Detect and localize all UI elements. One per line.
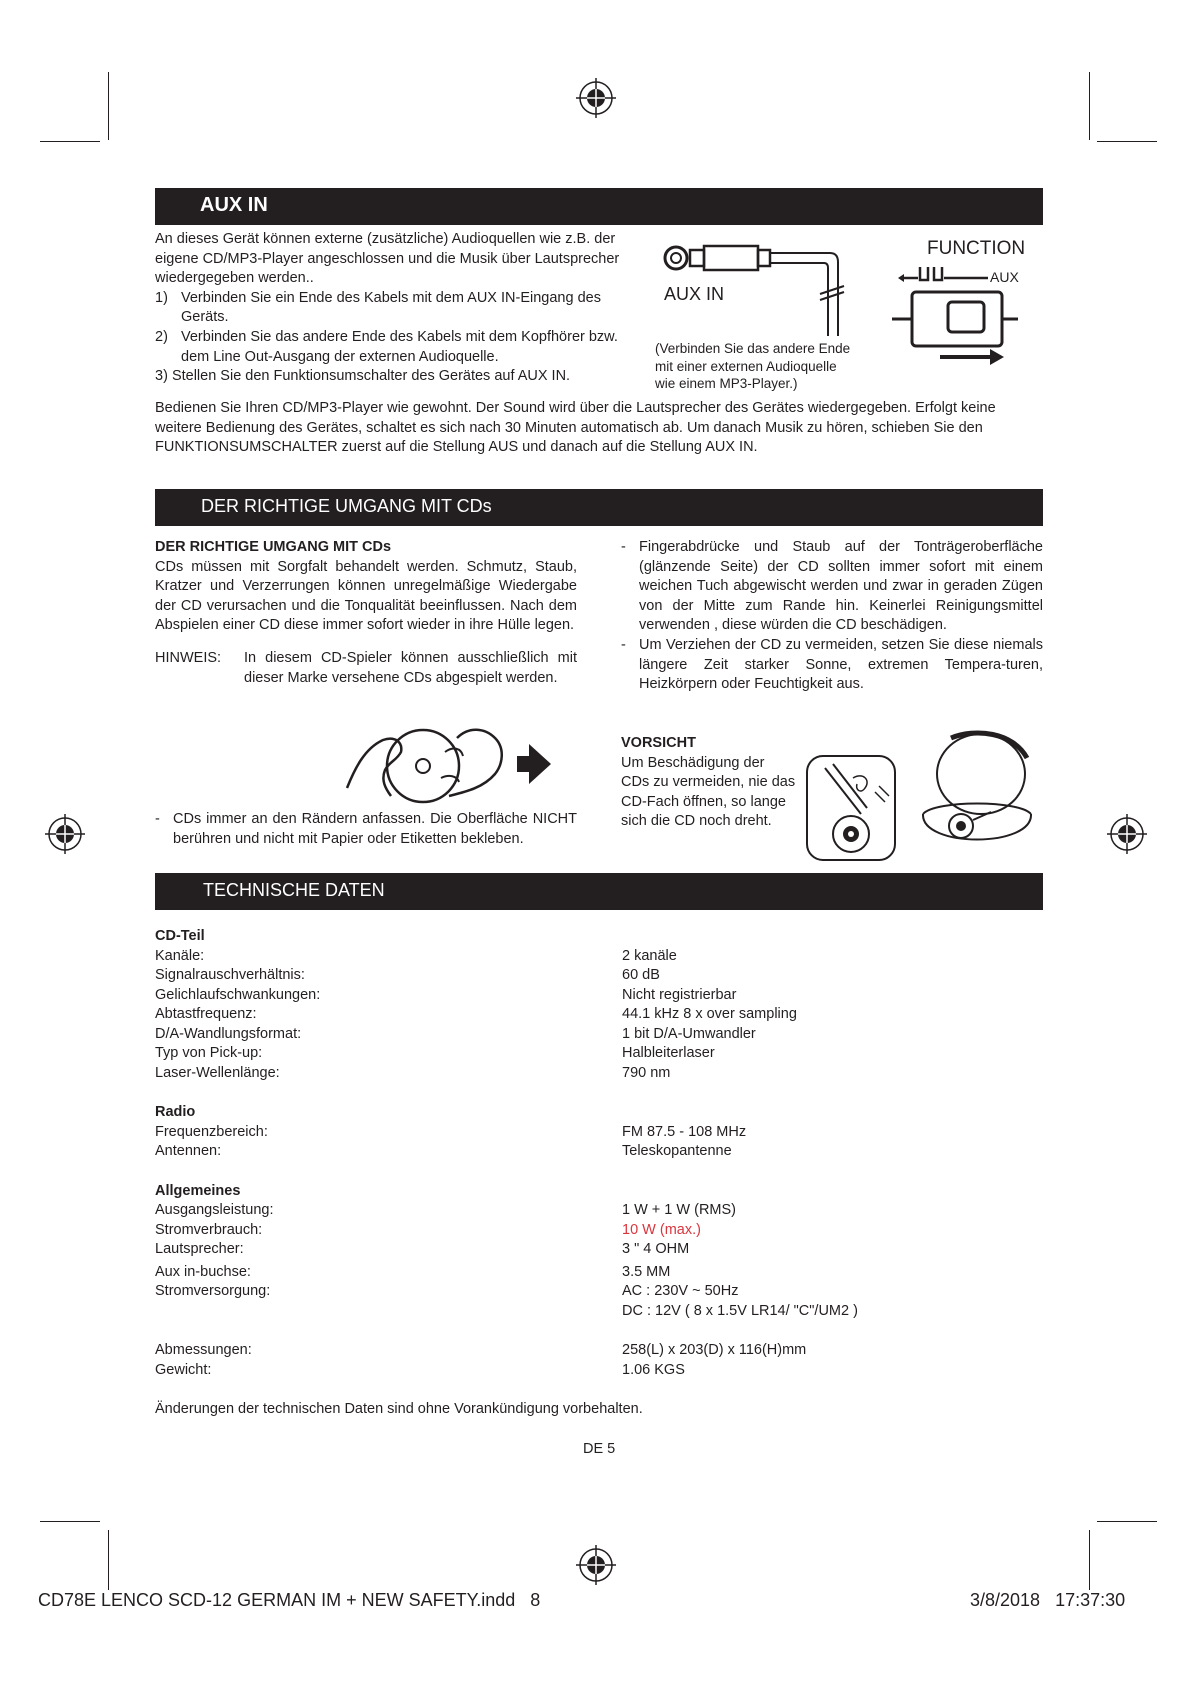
bullet-dash: - xyxy=(155,811,160,827)
caution-title: VORSICHT xyxy=(621,735,696,751)
aux-intro: An dieses Gerät können externe (zusätzliche) Audioquellen wie z.B. der eigene CD/MP3-Player angeschlossen und die Musik über Lautsprecher wiedergegeben werden.. xyxy=(155,231,620,287)
aux-in-label: AUX IN xyxy=(664,284,725,304)
section-title: TECHNISCHE DATEN xyxy=(203,880,385,900)
bullet-text: Um Verziehen der CD zu vermeiden, setzen Sie diese niemals längere Zeit starker Sonne, extremen Tempera-turen, Heizkörpern oder Feuchtigkeit aus. xyxy=(639,636,1043,693)
cd-handling-illustration xyxy=(345,718,555,806)
crop-mark xyxy=(1097,141,1157,142)
step-text: Stellen Sie den Funktionsumschalter des Gerätes auf AUX IN. xyxy=(171,368,571,385)
spec-value: 3.5 MM xyxy=(622,1264,671,1280)
spec-value: 44.1 kHz 8 x over sampling xyxy=(622,1006,797,1022)
spec-value: 2 kanäle xyxy=(622,948,677,964)
crop-mark xyxy=(1089,72,1090,140)
bullet-dash: - xyxy=(621,636,626,653)
aux-step xyxy=(155,367,645,387)
spec-value: FM 87.5 - 108 MHz xyxy=(622,1124,747,1140)
function-aux-small-label: AUX xyxy=(990,269,1019,285)
tech-note: Änderungen der technischen Daten sind ohne Vorankündigung vorbehalten. xyxy=(155,1401,643,1417)
bullet-text: CDs immer an den Rändern anfassen. Die Oberfläche NICHT berühren und nicht mit Papier oder Etiketten bekleben. xyxy=(173,811,577,847)
aux-body-text: Bedienen Sie Ihren CD/MP3-Player wie gewohnt. Der Sound wird über die Lautsprecher des Gerätes wiedergegeben. Erfolgt keine weitere Bedienung des Gerätes, schaltet es sich nach 30 Minuten automatisch ab. Um danach Musik zu hören, schieben Sie den FUNKTIONSUMSCHALTER zuerst auf die Stellung AUS und danach auf die Stellung AUX IN. xyxy=(155,400,996,456)
function-label: FUNCTION xyxy=(927,238,1026,259)
spec-label: Laser-Wellenlänge: xyxy=(155,1065,280,1081)
caption-line: mit einer externen Audioquelle xyxy=(655,358,837,374)
spec-group-title: CD-Teil xyxy=(155,928,205,944)
spec-value-highlight: 10 W (max.) xyxy=(622,1222,701,1238)
spec-value: 1 W + 1 W (RMS) xyxy=(622,1202,736,1218)
registration-mark-icon xyxy=(576,78,616,118)
spec-value: DC : 12V ( 8 x 1.5V LR14/ "C"/UM2 ) xyxy=(622,1303,858,1319)
step-number: 2) xyxy=(155,328,168,345)
spec-label: Gelichlaufschwankungen: xyxy=(155,987,321,1003)
spec-value: 1 bit D/A-Umwandler xyxy=(622,1026,756,1042)
print-file-info: CD78E LENCO SCD-12 GERMAN IM + NEW SAFETY.indd 8 xyxy=(38,1590,541,1610)
spec-value: 258(L) x 203(D) x 116(H)mm xyxy=(622,1342,807,1358)
section-title: DER RICHTIGE UMGANG MIT CDs xyxy=(201,496,492,516)
step-text: Verbinden Sie das andere Ende des Kabels mit dem Kopfhörer bzw. dem Line Out-Ausgang der externen Audioquelle. xyxy=(181,328,618,365)
caption-line: (Verbinden Sie das andere Ende xyxy=(655,341,851,356)
bullet-text: Fingerabdrücke und Staub auf der Tonträgeroberfläche (glänzende Seite) der CD sollten immer sofort mit einem weichen Tuch abgewischt werden und zwar in geraden Zügen von der Mitte zum Rande hin. Keinerlei Reinigungsmittel verwenden , diese würden die CD beschädigen. xyxy=(639,539,1043,634)
spec-label: Typ von Pick-up: xyxy=(155,1045,263,1061)
spec-label: Aux in-buchse: xyxy=(155,1264,251,1280)
spec-label: Lautsprecher: xyxy=(155,1241,244,1257)
section-title: AUX IN xyxy=(200,194,268,216)
spec-label: Gewicht: xyxy=(155,1362,212,1378)
cd-care-bullet xyxy=(155,810,577,849)
caution-block xyxy=(621,734,796,832)
spec-label: Antennen: xyxy=(155,1143,222,1159)
step-text: Verbinden Sie ein Ende des Kabels mit dem AUX IN-Eingang des Geräts. xyxy=(181,289,601,326)
spec-label: Frequenzbereich: xyxy=(155,1124,268,1140)
crop-mark xyxy=(40,141,100,142)
spec-value: AC : 230V ~ 50Hz xyxy=(622,1283,739,1299)
hint-text: In diesem CD-Spieler können ausschließlich mit dieser Marke versehene CDs abgespielt werden. xyxy=(244,649,577,686)
crop-mark xyxy=(40,1521,100,1522)
crop-mark xyxy=(108,1530,109,1590)
step-number: 1) xyxy=(155,289,168,306)
spec-value: Halbleiterlaser xyxy=(622,1045,715,1061)
registration-mark-icon xyxy=(1107,814,1147,854)
crop-mark xyxy=(108,72,109,140)
hint-block xyxy=(155,649,577,688)
section-header-tech xyxy=(155,873,1043,910)
aux-step xyxy=(155,289,645,328)
step-number: 3) xyxy=(155,368,168,385)
spec-label: Ausgangsleistung: xyxy=(155,1202,274,1218)
spec-value: 1.06 KGS xyxy=(622,1362,685,1378)
spec-value: 60 dB xyxy=(622,967,660,983)
section-header-cds xyxy=(155,489,1043,526)
function-switch-illustration xyxy=(890,262,1020,367)
spec-label: Signalrauschverhältnis: xyxy=(155,967,305,983)
aux-step xyxy=(155,328,645,367)
spec-label: Abmessungen: xyxy=(155,1342,252,1358)
crop-mark xyxy=(1097,1521,1157,1522)
cd-care-right-column xyxy=(621,538,1043,695)
aux-instructions xyxy=(155,230,645,387)
spec-group-title: Allgemeines xyxy=(155,1183,241,1199)
spec-group-title: Radio xyxy=(155,1104,196,1120)
cd-care-left-column xyxy=(155,538,577,688)
crop-mark xyxy=(1089,1530,1090,1590)
cd-care-intro: CDs müssen mit Sorgfalt behandelt werden. Schmutz, Staub, Kratzer und Verzerrungen können unregelmäßige Wiedergabe der CD verursachen und die Tonqualität beeinflussen. Nach dem Abspielen einer CD diese immer sofort wieder in ihre Hülle legen. xyxy=(155,558,577,634)
bullet-dash: - xyxy=(621,539,626,555)
spec-label: D/A-Wandlungsformat: xyxy=(155,1026,302,1042)
spec-value: Nicht registrierbar xyxy=(622,987,737,1003)
registration-mark-icon xyxy=(576,1545,616,1585)
registration-mark-icon xyxy=(45,814,85,854)
caption-line: wie einem MP3-Player.) xyxy=(655,376,798,391)
page-number: DE 5 xyxy=(583,1441,616,1457)
caution-text: Um Beschädigung der CDs zu vermeiden, nie das CD-Fach öffnen, so lange sich die CD noch dreht. xyxy=(621,754,796,830)
cd-tray-illustration xyxy=(805,728,1045,863)
spec-value: Teleskopantenne xyxy=(622,1143,732,1159)
spec-value: 3 " 4 OHM xyxy=(622,1241,690,1257)
spec-label: Stromverbrauch: xyxy=(155,1222,263,1238)
hint-label: HINWEIS: xyxy=(155,649,222,666)
cd-care-bullet xyxy=(621,636,1043,695)
spec-label: Abtastfrequenz: xyxy=(155,1006,257,1022)
cd-care-bullet xyxy=(621,538,1043,636)
section-header-aux xyxy=(155,188,1043,225)
diagram-caption xyxy=(655,340,850,393)
spec-value: 790 nm xyxy=(622,1065,671,1081)
spec-label: Kanäle: xyxy=(155,948,205,964)
print-date-info: 3/8/2018 17:37:30 xyxy=(970,1590,1126,1610)
cd-care-subtitle: DER RICHTIGE UMGANG MIT CDs xyxy=(155,539,392,555)
spec-label: Stromversorgung: xyxy=(155,1283,271,1299)
